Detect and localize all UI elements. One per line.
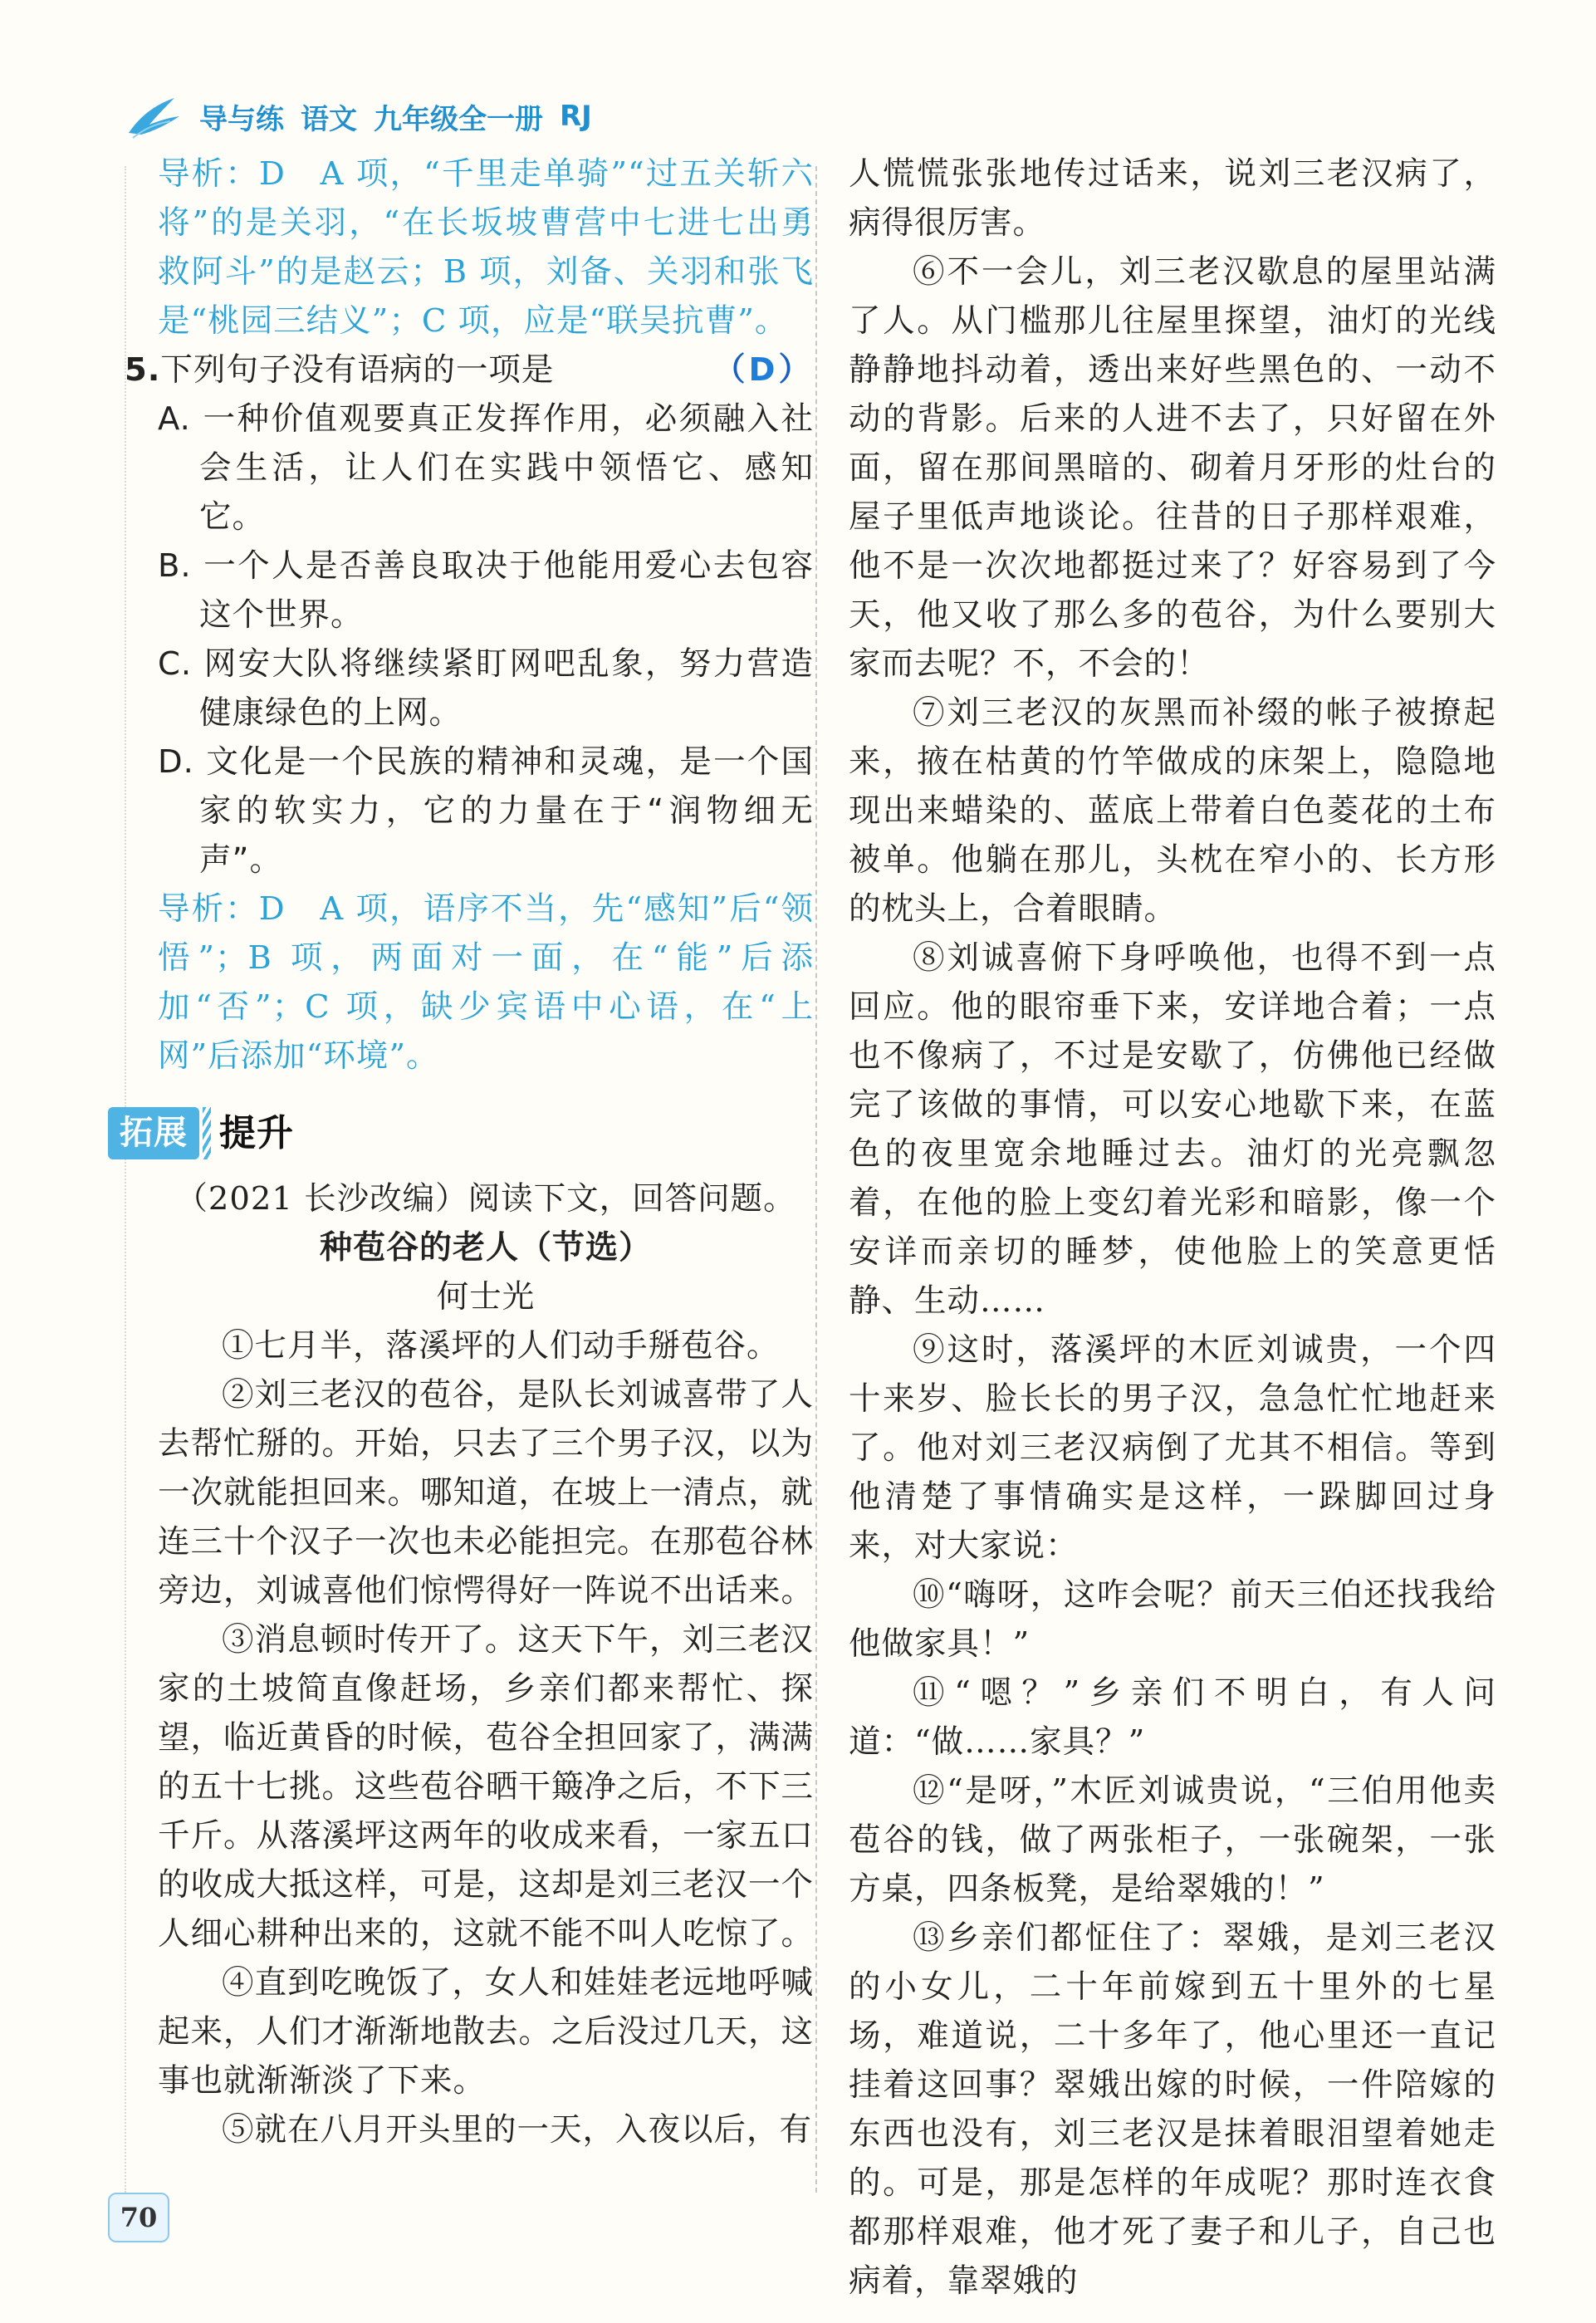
paragraph-2: ②刘三老汉的苞谷，是队长刘诚喜带了人去帮忙掰的。开始，只去了三个男子汉，以为一次就能担回来。哪知道，在坡上一清点，就连三十个汉子一次也未必能担完。在那苞谷林旁边，刘诚喜他们惊愕得好一阵说不出话来。 [158, 1376, 815, 1610]
paragraph-9: ⑨这时，落溪坪的木匠刘诚贵，一个四十来岁、脸长长的男子汉，急急忙忙地赶来了。他对刘三老汉病倒了尤其不相信。等到他清楚了事情确实是这样，一跺脚回过身来，对大家说： [849, 1331, 1496, 1565]
q5-stem-text: 下列句子没有语病的一项是 [160, 351, 555, 389]
article-title: 种苞谷的老人（节选） [319, 1229, 652, 1267]
reading-source: （2021 长沙改编）阅读下文，回答问题。 [175, 1180, 796, 1218]
section-label: 提升 [219, 1112, 294, 1154]
header-grade: 九年级全一册 [374, 102, 543, 136]
paragraph-1: ①七月半，落溪坪的人们动手掰苞谷。 [222, 1327, 780, 1365]
column-divider [815, 166, 817, 2193]
paragraph-8: ⑧刘诚喜俯下身呼唤他，也得不到一点回应。他的眼帘垂下来，安详地合着；一点也不像病了，不过是安歇了，仿佛他已经做完了该做的事情，可以安心地歇下来，在蓝色的夜里宽余地睡过去。油灯的光亮飘忽着，在他的脸上变幻着光彩和暗影，像一个安详而亲切的睡梦，使他脸上的笑意更恬静、生动…… [849, 939, 1496, 1320]
page-header [125, 91, 592, 141]
header-edition: RJ [560, 100, 592, 133]
swallow-logo-icon [125, 91, 183, 141]
left-column [120, 149, 815, 2154]
section-heading [108, 1107, 814, 1159]
paragraph-10: ⑩“嗨呀，这咋会呢？前天三伯还找我给他做家具！” [849, 1576, 1496, 1663]
paragraph-4: ④直到吃晚饭了，女人和娃娃老远地呼喊起来，人们才渐渐地散去。之后没过几天，这事也就渐渐淡了下来。 [158, 1964, 815, 2100]
paragraph-3: ③消息顿时传开了。这天下午，刘三老汉家的土坡简直像赶场，乡亲们都来帮忙、探望，临近黄昏的时候，苞谷全担回家了，满满的五十七挑。这些苞谷晒干簸净之后，不下三千斤。从落溪坪这两年的收成来看，一家五口的收成大抵这样，可是，这却是刘三老汉一个人细心耕种出来的，这就不能不叫人吃惊了。 [158, 1621, 815, 1953]
q5-option-d: D. 文化是一个民族的精神和灵魂，是一个国家的软实力，它的力量在于“润物细无声”。 [158, 743, 814, 879]
paragraph-5-start: ⑤就在八月开头里的一天，入夜以后，有 [222, 2111, 813, 2149]
right-column [849, 149, 1496, 2306]
q5-analysis: 导析：D A 项，语序不当，先“感知”后“领悟”；B 项，两面对一面，在“能”后添加“否”；C 项，缺少宾语中心语，在“上网”后添加“环境”。 [158, 890, 814, 1075]
article-author: 何士光 [436, 1278, 536, 1316]
header-subject: 语文 [301, 102, 357, 136]
q5-number: 5. [125, 351, 161, 389]
paragraph-13: ⑬乡亲们都怔住了：翠娥，是刘三老汉的小女儿，二十年前嫁到五十里外的七星场，难道说，二十多年了，他心里还一直记挂着这回事？翠娥出嫁的时候，一件陪嫁的东西也没有，刘三老汉是抹着眼泪望着她走的。可是，那是怎样的年成呢？那时连衣食都那样艰难，他才死了妻子和儿子，自己也病着，靠翠娥的 [849, 1919, 1496, 2300]
paragraph-11: ⑪“嗯？”乡亲们不明白，有人问道：“做……家具？” [849, 1674, 1496, 1761]
q5-stem [125, 346, 814, 395]
header-series: 导与练 [199, 102, 284, 136]
section-badge: 拓展 [108, 1107, 199, 1159]
q5-answer: （D） [713, 351, 814, 389]
paragraph-6: ⑥不一会儿，刘三老汉歇息的屋里站满了人。从门槛那儿往屋里探望，油灯的光线静静地抖动着，透出来好些黑色的、一动不动的背影。后来的人进不去了，只好留在外面，留在那间黑暗的、砌着月牙形的灶台的屋子里低声地谈论。往昔的日子那样艰难，他不是一次次地都挺过来了？好容易到了今天，他又收了那么多的苞谷，为什么要别大家而去呢？不，不会的！ [849, 253, 1496, 683]
q5-option-c: C. 网安大队将继续紧盯网吧乱象，努力营造健康绿色的上网。 [158, 645, 814, 732]
q4-analysis: 导析：D A 项，“千里走单骑”“过五关斩六将”的是关羽，“在长坂坡曹营中七进七出勇救阿斗”的是赵云；B 项，刘备、关羽和张飞是“桃园三结义”；C 项，应是“联吴抗曹”。 [158, 155, 814, 340]
page-number: 70 [108, 2193, 169, 2242]
q5-answer-letter: D [748, 351, 779, 389]
left-margin-rule [125, 166, 126, 2193]
paragraph-5-end: 人慌慌张张地传过话来，说刘三老汉病了，病得很厉害。 [849, 155, 1496, 242]
paragraph-7: ⑦刘三老汉的灰黑而补缀的帐子被撩起来，掖在枯黄的竹竿做成的床架上，隐隐地现出来蜡染的、蓝底上带着白色菱花的土布被单。他躺在那儿，头枕在窄小的、长方形的枕头上，合着眼睛。 [849, 694, 1496, 928]
q5-option-b: B. 一个人是否善良取决于他能用爱心去包容这个世界。 [158, 547, 814, 634]
paragraph-12: ⑫“是呀，”木匠刘诚贵说，“三伯用他卖苞谷的钱，做了两张柜子，一张碗架，一张方桌，四条板凳，是给翠娥的！” [849, 1772, 1496, 1908]
q5-option-a: A. 一种价值观要真正发挥作用，必须融入社会生活，让人们在实践中领悟它、感知它。 [158, 400, 814, 536]
